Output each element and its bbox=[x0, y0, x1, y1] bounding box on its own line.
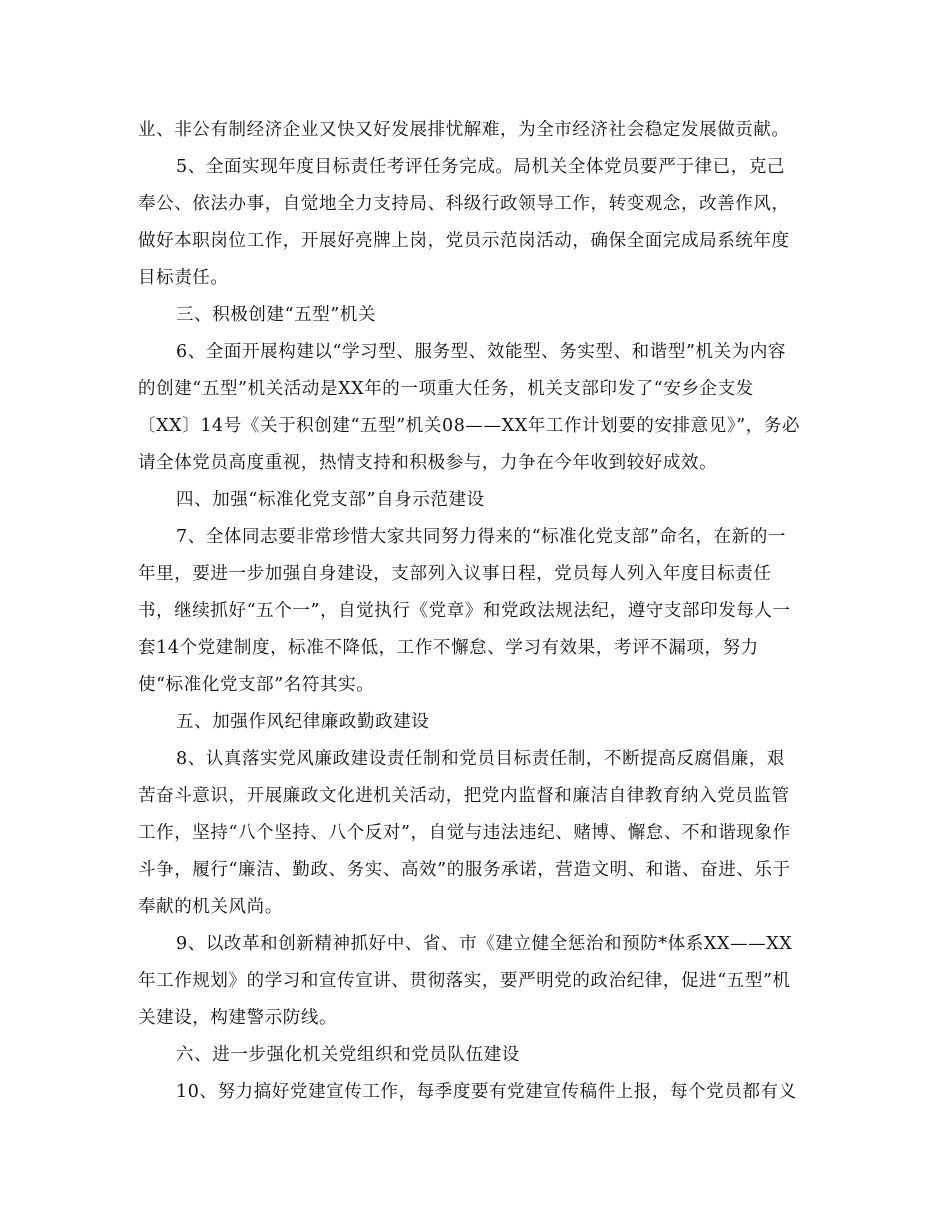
text-line: 工作，坚持“八个坚持、八个反对”，自觉与违法违纪、赌博、懈怠、不和谐现象作 bbox=[138, 823, 791, 843]
text-line: 书，继续抓好“五个一”，自觉执行《党章》和党政法规法纪，遵守支部印发每人一 bbox=[138, 601, 791, 621]
text-line: 使“标准化党支部”名符其实。 bbox=[138, 675, 375, 695]
paragraph-first-line: 7、全体同志要非常珍惜大家共同努力得来的“标准化党支部”命名，在新的一 bbox=[176, 527, 787, 547]
text-line: 请全体党员高度重视，热情支持和积极参与，力争在今年收到较好成效。 bbox=[138, 453, 718, 473]
paragraph-first-line: 五、加强作风纪律廉政勤政建设 bbox=[176, 712, 430, 732]
text-line: 〔XX〕14号《关于积创建“五型”机关08——XX年工作计划要的安排意见》”，务必 bbox=[138, 416, 801, 436]
text-line: 奉公、依法办事，自觉地全力支持局、科级行政领导工作，转变观念，改善作风， bbox=[138, 194, 790, 214]
text-line: 目标责任。 bbox=[138, 268, 229, 288]
paragraph-first-line: 10、努力搞好党建宣传工作，每季度要有党建宣传稿件上报，每个党员都有义 bbox=[176, 1082, 797, 1102]
document-body bbox=[138, 112, 818, 1111]
text-line: 苦奋斗意识，开展廉政文化进机关活动，把党内监督和廉洁自律教育纳入党员监管 bbox=[138, 786, 790, 806]
paragraph-first-line: 8、认真落实党风廉政建设责任制和党员目标责任制，不断提高反腐倡廉，艰 bbox=[176, 749, 786, 769]
paragraph-first-line: 三、积极创建“五型”机关 bbox=[176, 305, 377, 325]
paragraph-first-line: 5、全面实现年度目标责任考评任务完成。局机关全体党员要严于律已，克己 bbox=[176, 157, 786, 177]
paragraph-first-line: 9、以改革和创新精神抓好中、省、市《建立健全惩治和预防*体系XX——XX bbox=[176, 934, 793, 954]
text-line: 做好本职岗位工作，开展好亮牌上岗，党员示范岗活动，确保全面完成局系统年度 bbox=[138, 231, 790, 251]
paragraph-first-line: 6、全面开展构建以“学习型、服务型、效能型、务实型、和谐型”机关为内容 bbox=[176, 342, 787, 362]
text-line: 关建设，构建警示防线。 bbox=[138, 1008, 338, 1028]
paragraph-first-line: 四、加强“标准化党支部”自身示范建设 bbox=[176, 490, 485, 510]
text-line: 套14个党建制度，标准不降低，工作不懈怠、学习有效果，考评不漏项，努力 bbox=[138, 638, 759, 658]
text-line: 的创建“五型”机关活动是XX年的一项重大任务，机关支部印发了“安乡企支发 bbox=[138, 379, 754, 399]
text-line: 斗争，履行“廉洁、勤政、务实、高效”的服务承诺，营造文明、和谐、奋进、乐于 bbox=[138, 860, 791, 880]
text-line: 年工作规划》的学习和宣传宣讲、贯彻落实，要严明党的政治纪律，促进“五型”机 bbox=[138, 971, 791, 991]
text-line: 业、非公有制经济企业又快又好发展排忧解难，为全市经济社会稳定发展做贡献。 bbox=[138, 120, 790, 140]
text-line: 年里，要进一步加强自身建设，支部列入议事日程，党员每人列入年度目标责任 bbox=[138, 564, 772, 584]
paragraph-first-line: 六、进一步强化机关党组织和党员队伍建设 bbox=[176, 1045, 520, 1065]
text-line: 奉献的机关风尚。 bbox=[138, 897, 283, 917]
